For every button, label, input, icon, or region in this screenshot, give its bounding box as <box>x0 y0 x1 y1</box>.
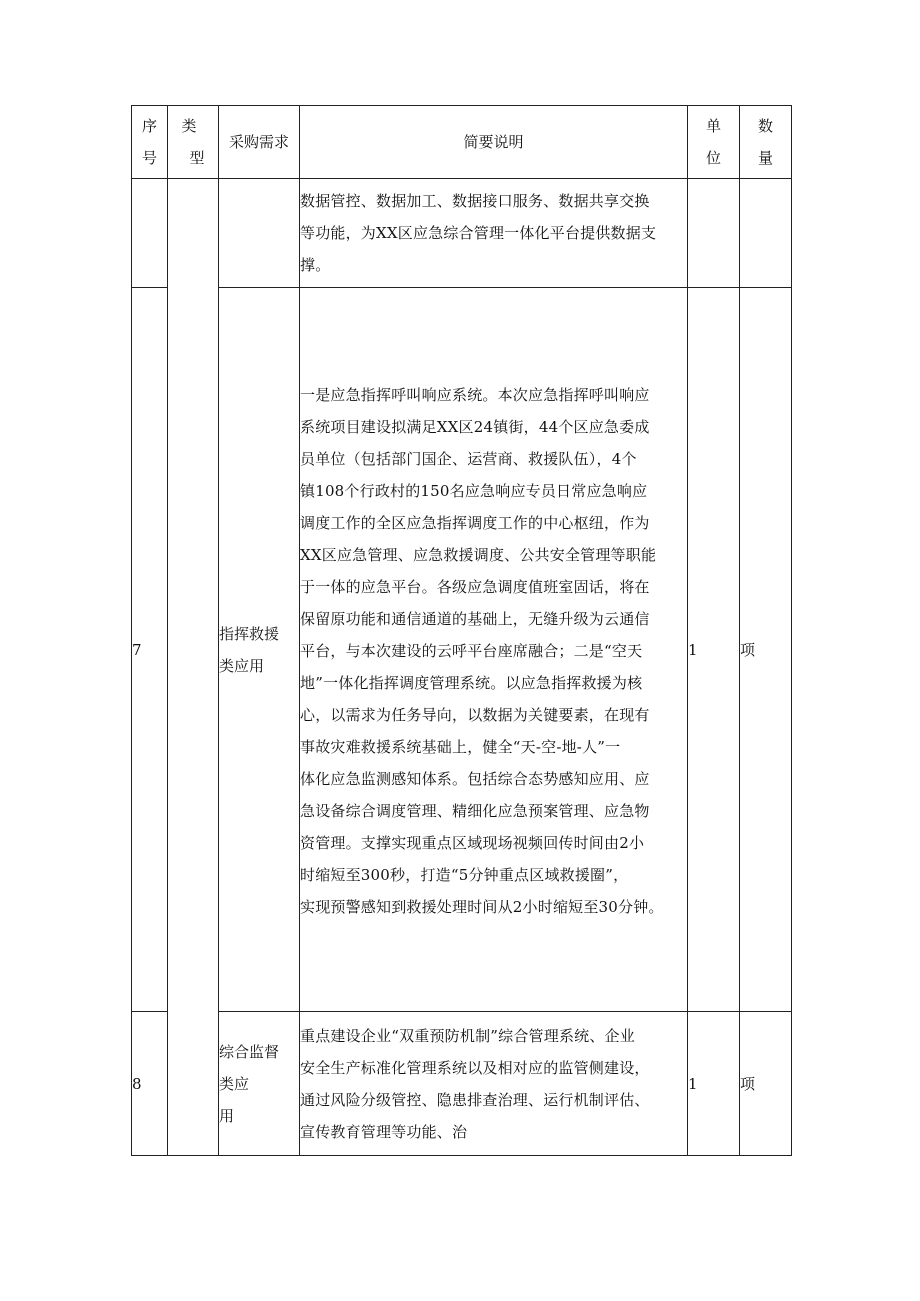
row-need <box>219 1012 300 1156</box>
header-qty-line-2: 量 <box>757 149 773 167</box>
desc-line: 于一体的应急平台。各级应急调度值班室固话，将在 <box>300 577 650 596</box>
desc-line: 重点建设企业“双重预防机制”综合管理系统、企业 <box>300 1026 635 1045</box>
row-need <box>219 288 300 1012</box>
need-line: 类应 <box>219 1074 250 1093</box>
row-desc <box>300 1012 688 1156</box>
desc-line: 宣传教育管理等功能、治 <box>300 1122 468 1141</box>
row-unit <box>688 179 740 288</box>
desc-line: 等功能，为XX区应急综合管理一体化平台提供数据支 <box>300 224 657 242</box>
row-seq <box>132 179 168 288</box>
header-seq-line-2: 号 <box>141 149 157 167</box>
row-qty <box>740 179 792 288</box>
desc-line: 撑。 <box>300 256 331 274</box>
desc-line: 资管理。支撑实现重点区域现场视频回传时间由2小 <box>300 833 645 852</box>
need-line: 用 <box>219 1106 235 1125</box>
row-seq: 7 <box>132 288 168 1012</box>
row-qty: 项 <box>740 1012 792 1156</box>
row-desc <box>300 288 688 1012</box>
row-need <box>219 179 300 288</box>
desc-line: 员单位（包括部门国企、运营商、救援队伍），4个 <box>300 449 637 468</box>
desc-line: 调度工作的全区应急指挥调度工作的中心枢纽，作为 <box>300 513 650 532</box>
row-desc <box>300 179 688 288</box>
header-type <box>168 106 219 179</box>
header-unit-line-2: 位 <box>705 149 721 167</box>
header-desc: 简要说明 <box>300 106 688 179</box>
desc-line: 实现预警感知到救援处理时间从2小时缩短至30分钟。 <box>300 897 664 916</box>
header-type-line-2: 型 <box>189 149 205 167</box>
desc-line: 系统项目建设拟满足XX区24镇街，44个区应急委成 <box>300 417 650 436</box>
desc-line: 心，以需求为任务导向，以数据为关键要素，在现有 <box>300 705 650 724</box>
row-unit: 1 <box>688 1012 740 1156</box>
header-seq-line-1: 序 <box>141 117 157 135</box>
desc-line: 急设备综合调度管理、精细化应急预案管理、应急物 <box>300 801 650 820</box>
desc-line: 通过风险分级管控、隐患排查治理、运行机制评估、 <box>300 1090 650 1109</box>
type-cell <box>168 179 219 1156</box>
need-line: 综合监督 <box>219 1042 280 1061</box>
desc-line: 镇108个行政村的150名应急响应专员日常应急响应 <box>300 481 648 500</box>
table-row <box>132 179 792 288</box>
header-need: 采购需求 <box>219 106 300 179</box>
need-line: 指挥救援 <box>219 624 280 643</box>
row-seq: 8 <box>132 1012 168 1156</box>
header-type-line-1: 类 <box>181 117 197 135</box>
desc-line: 事故灾难救援系统基础上，健全“天-空-地-人”一 <box>300 737 621 756</box>
header-seq <box>132 106 168 179</box>
row-qty: 项 <box>740 288 792 1012</box>
desc-line: 数据管控、数据加工、数据接口服务、数据共享交换 <box>300 192 650 210</box>
header-qty-line-1: 数 <box>757 117 773 135</box>
desc-line: 一是应急指挥呼叫响应系统。本次应急指挥呼叫响应 <box>300 385 650 404</box>
header-qty <box>740 106 792 179</box>
desc-line: XX区应急管理、应急救援调度、公共安全管理等职能 <box>300 545 657 564</box>
desc-line: 安全生产标准化管理系统以及相对应的监管侧建设， <box>300 1058 650 1077</box>
header-unit-line-1: 单 <box>705 117 721 135</box>
header-row <box>132 106 792 179</box>
table-row <box>132 288 792 1012</box>
desc-line: 保留原功能和通信通道的基础上，无缝升级为云通信 <box>300 609 650 628</box>
procurement-table <box>131 105 792 1156</box>
table-row <box>132 1012 792 1156</box>
header-unit <box>688 106 740 179</box>
need-line: 类应用 <box>219 656 265 675</box>
desc-line: 时缩短至300秒，打造“5分钟重点区域救援圈”， <box>300 865 629 884</box>
desc-line: 地”一体化指挥调度管理系统。以应急指挥救援为核 <box>300 673 643 692</box>
desc-line: 平台，与本次建设的云呼平台座席融合；二是“空天 <box>300 641 643 660</box>
row-unit: 1 <box>688 288 740 1012</box>
desc-line: 体化应急监测感知体系。包括综合态势感知应用、应 <box>300 769 650 788</box>
